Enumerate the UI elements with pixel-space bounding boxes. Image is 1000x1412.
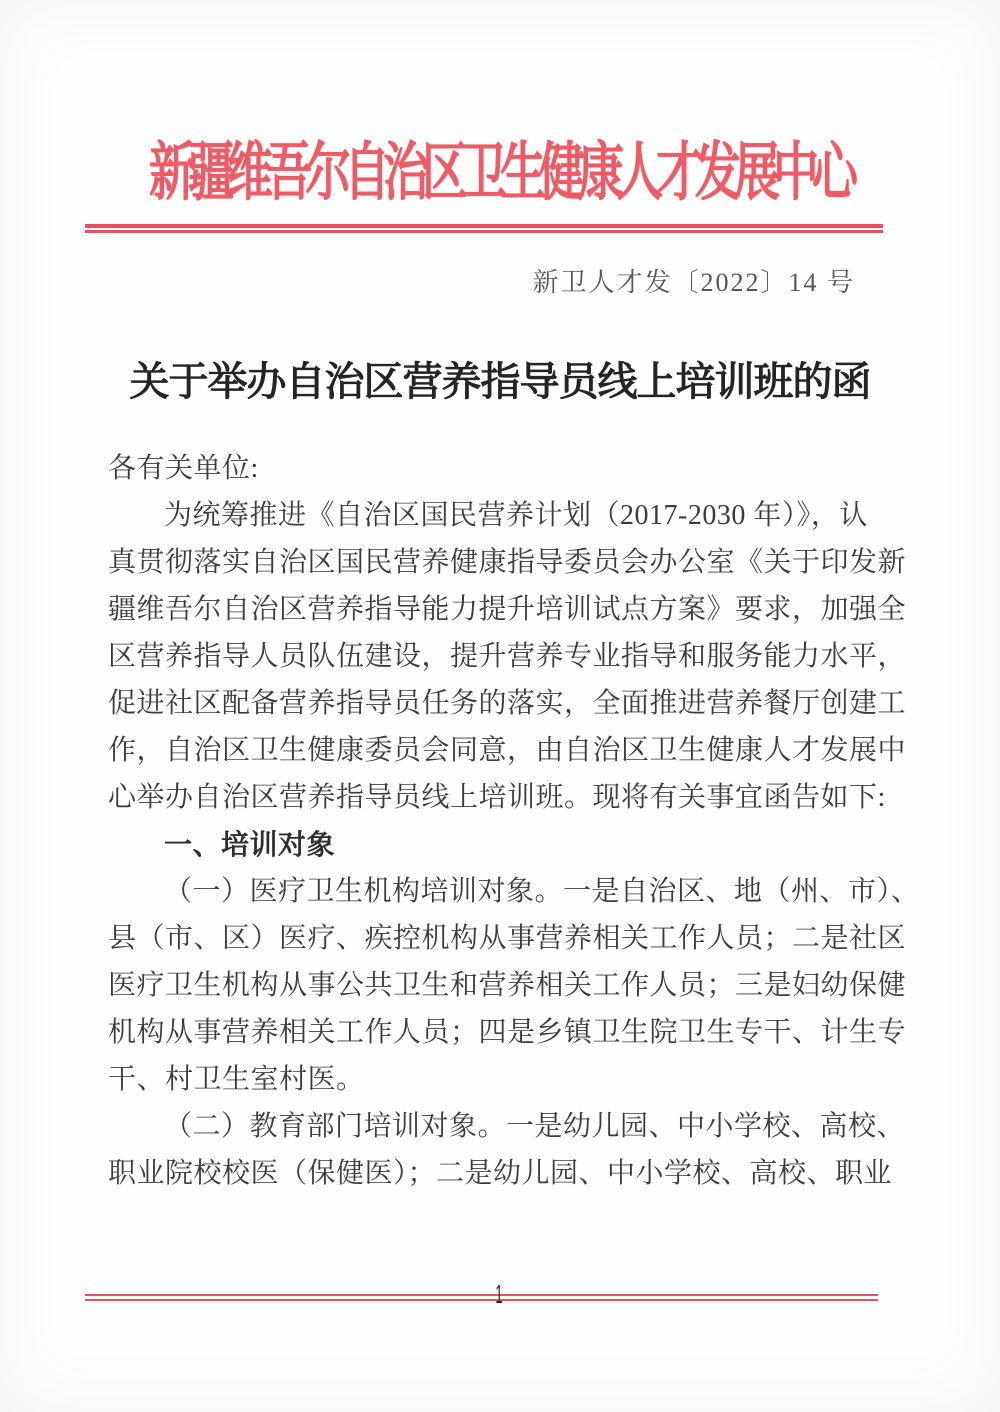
paragraph-intro [108, 492, 907, 821]
page-number-mark: 1 [495, 1279, 503, 1309]
text-line: 疆维吾尔自治区营养指导能力提升培训试点方案》要求，加强全 [108, 594, 907, 625]
text-line: 促进社区配备营养指导员任务的落实，全面推进营养餐厅创建工 [108, 688, 907, 719]
paragraph-education-targets [108, 1103, 906, 1197]
letterhead-org-name: 新疆维吾尔自治区卫生健康人才发展中心 [149, 137, 851, 208]
text-line: 区营养指导人员队伍建设，提升营养专业指导和服务能力水平， [108, 641, 907, 672]
section-heading-training-targets: 一、培训对象 [164, 829, 336, 860]
document-number: 新卫人才发〔2022〕14 号 [532, 268, 855, 297]
text-line: 心举办自治区营养指导员线上培训班。现将有关事宜函告如下: [108, 782, 886, 813]
footer-double-rule [85, 1294, 878, 1301]
text-line: 作，自治区卫生健康委员会同意，由自治区卫生健康人才发展中 [108, 735, 907, 766]
document-title: 关于举办自治区营养指导员线上培训班的函 [129, 359, 871, 404]
text-line: 干、村卫生室村医。 [108, 1064, 365, 1095]
salutation: 各有关单位: [108, 453, 259, 484]
text-line: 医疗卫生机构从事公共卫生和营养相关工作人员；三是妇幼保健 [108, 970, 907, 1001]
header-double-rule [85, 224, 883, 233]
text-line: 职业院校校医（保健医）；二是幼儿园、中小学校、高校、职业 [108, 1158, 893, 1189]
text-line: 为统筹推进《自治区国民营养计划（2017-2030 年）》，认 [164, 500, 868, 531]
document-body [108, 445, 920, 1197]
text-line: 真贯彻落实自治区国民营养健康指导委员会办公室《关于印发新 [108, 547, 907, 578]
paragraph-medical-health-targets [108, 868, 920, 1103]
text-line: 机构从事营养相关工作人员；四是乡镇卫生院卫生专干、计生专 [108, 1017, 907, 1048]
text-line: （二）教育部门培训对象。一是幼儿园、中小学校、高校、 [164, 1111, 906, 1142]
text-line: 县（市、区）医疗、疾控机构从事营养相关工作人员；二是社区 [108, 923, 907, 954]
footer-rule-bottom-bar [85, 1299, 878, 1301]
text-line: （一）医疗卫生机构培训对象。一是自治区、地（州、市）、 [164, 876, 920, 907]
header-rule-bottom-bar [85, 230, 883, 233]
